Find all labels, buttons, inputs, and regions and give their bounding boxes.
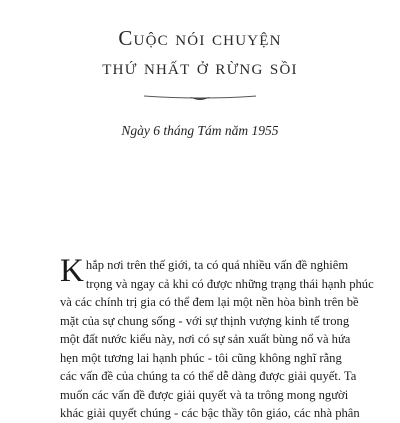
chapter-date: Ngày 6 tháng Tám năm 1955 [121, 123, 279, 138]
chapter-title-line-1: Cuộc nói chuyện [118, 26, 282, 50]
text-line: trọng và ngay cả khi có được những trạng thái hạnh phúc [85, 276, 374, 291]
text-line: mặt của sự chung sống - với sự thịnh vượng kinh tế trong [60, 313, 350, 328]
chapter-title-line-2: thứ nhất ở rừng sồi [102, 55, 298, 79]
drop-cap: K [60, 253, 84, 289]
text-line: khác giải quyết chúng - các bậc thầy tôn giáo, các nhà phân [60, 406, 360, 420]
text-line: và các chính trị gia có thể đem lại một nền hòa bình trên bề [60, 295, 359, 309]
text-line: muốn các vấn đề được giải quyết và ta trông mong người [60, 387, 349, 402]
divider-ornament [140, 90, 260, 104]
text-line: các vấn đề của chúng ta có thể dễ dàng được giải quyết. Ta [60, 369, 357, 383]
text-line: hắp nơi trên thế giới, ta có quá nhiều vấn đề nghiêm [85, 258, 349, 272]
body-paragraph [60, 253, 374, 423]
text-line: hẹn một tương lai hạnh phúc - tôi cũng không nghĩ rằng [60, 350, 342, 365]
text-line: một đất nước kiểu này, nơi có sự sản xuất bùng nổ và hứa [60, 332, 351, 346]
